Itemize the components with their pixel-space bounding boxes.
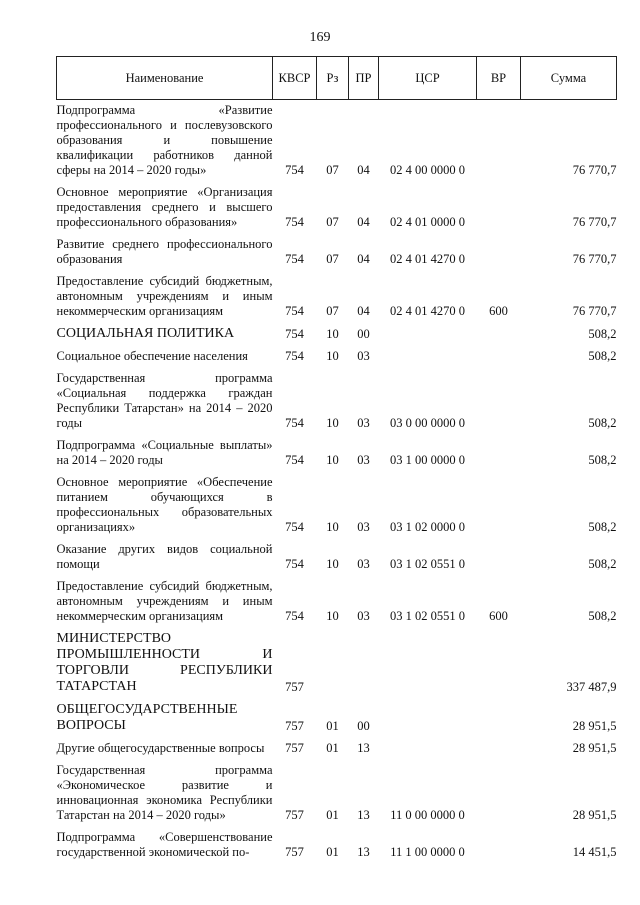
row-sum: 28 951,5 [572, 741, 617, 755]
row-name: Предоставление субсидий бюджетным, автономным учреждениям и иным некоммерческим организациям [56, 579, 273, 623]
row-vr [477, 738, 521, 760]
row-kvsr: 754 [285, 304, 304, 318]
row-name: Основное мероприятие «Организация предоставления среднего и высшего профессионального образования» [56, 185, 273, 229]
row-rz [317, 628, 349, 699]
row-kvsr: 754 [285, 252, 304, 266]
table-row [57, 435, 617, 472]
row-sum: 28 951,5 [572, 719, 617, 733]
row-kvsr: 757 [285, 741, 304, 755]
row-pr: 03 [357, 453, 370, 467]
row-name: Государственная программа «Социальная поддержка граждан Республики Татарстан» на 2014 – 2020 годы [56, 371, 273, 430]
row-pr: 00 [357, 327, 370, 341]
table-row [57, 100, 617, 183]
row-name: Социальное обеспечение населения [56, 349, 248, 363]
row-pr: 13 [357, 845, 370, 859]
row-csr: 02 4 01 4270 0 [390, 304, 465, 318]
row-csr: 03 1 02 0551 0 [390, 609, 465, 623]
table-row [57, 323, 617, 346]
row-vr [477, 100, 521, 183]
row-kvsr: 754 [285, 215, 304, 229]
row-csr: 02 4 01 0000 0 [390, 215, 465, 229]
row-vr [477, 628, 521, 699]
row-csr: 11 1 00 0000 0 [390, 845, 465, 859]
row-csr: 03 1 00 0000 0 [390, 453, 465, 467]
row-pr: 13 [357, 808, 370, 822]
row-rz: 10 [326, 349, 339, 363]
row-kvsr: 754 [285, 609, 304, 623]
row-vr [477, 182, 521, 234]
row-sum: 508,2 [588, 520, 617, 534]
row-name: ОБЩЕГОСУДАРСТВЕННЫЕ ВОПРОСЫ [56, 702, 238, 733]
table-row [57, 738, 617, 760]
row-sum: 508,2 [588, 416, 617, 430]
row-rz: 07 [326, 252, 339, 266]
row-vr [477, 234, 521, 271]
table-row [57, 699, 617, 738]
row-name: Подпрограмма «Развитие профессионального и послевузовского образования и повышение квалификации работников данной сферы на 2014 – 2020 годы» [56, 103, 273, 177]
row-sum: 76 770,7 [572, 215, 617, 229]
row-vr [477, 323, 521, 346]
table-row [57, 346, 617, 368]
table-row [57, 827, 617, 864]
row-pr: 04 [357, 252, 370, 266]
row-pr: 04 [357, 304, 370, 318]
row-csr: 02 4 01 4270 0 [390, 252, 465, 266]
header-pr: ПР [349, 57, 379, 100]
table-row [57, 628, 617, 699]
row-vr [477, 435, 521, 472]
row-rz: 07 [326, 304, 339, 318]
table-body [57, 100, 617, 865]
row-pr: 00 [357, 719, 370, 733]
row-csr [379, 738, 477, 760]
row-kvsr: 754 [285, 163, 304, 177]
row-kvsr: 754 [285, 416, 304, 430]
row-rz: 01 [326, 845, 339, 859]
row-rz: 10 [326, 557, 339, 571]
row-name: Основное мероприятие «Обеспечение питанием обучающихся в профессиональных образовательных организациях» [56, 475, 273, 534]
row-kvsr: 757 [285, 719, 304, 733]
row-name: Государственная программа «Экономическое развитие и инновационная экономика Республики Татарстан на 2014 – 2020 годы» [56, 763, 273, 822]
row-kvsr: 754 [285, 327, 304, 341]
row-csr [379, 699, 477, 738]
table-row [57, 368, 617, 435]
row-pr: 03 [357, 349, 370, 363]
row-sum: 337 487,9 [566, 680, 617, 694]
row-pr: 04 [357, 163, 370, 177]
row-sum: 508,2 [588, 453, 617, 467]
table-row [57, 472, 617, 539]
row-rz: 10 [326, 609, 339, 623]
row-rz: 10 [326, 520, 339, 534]
row-rz: 10 [326, 416, 339, 430]
budget-table [56, 56, 617, 864]
row-vr [477, 699, 521, 738]
row-vr [477, 472, 521, 539]
row-csr [379, 628, 477, 699]
row-sum: 14 451,5 [572, 845, 617, 859]
table-row [57, 760, 617, 827]
row-rz: 10 [326, 327, 339, 341]
header-kvsr: КВСР [273, 57, 317, 100]
row-kvsr: 757 [285, 845, 304, 859]
row-kvsr: 754 [285, 453, 304, 467]
header-rz: Рз [317, 57, 349, 100]
row-name: МИНИСТЕРСТВО ПРОМЫШЛЕННОСТИ И ТОРГОВЛИ РЕСПУБЛИКИ ТАТАРСТАН [56, 631, 273, 694]
table-row [57, 271, 617, 323]
row-rz: 07 [326, 163, 339, 177]
row-vr [477, 827, 521, 864]
row-rz: 01 [326, 808, 339, 822]
row-sum: 508,2 [588, 327, 617, 341]
row-name: СОЦИАЛЬНАЯ ПОЛИТИКА [56, 326, 235, 341]
row-pr: 13 [357, 741, 370, 755]
row-name: Предоставление субсидий бюджетным, автономным учреждениям и иным некоммерческим организациям [56, 274, 273, 318]
table-row [57, 576, 617, 628]
row-kvsr: 754 [285, 557, 304, 571]
row-vr [477, 760, 521, 827]
table-row [57, 182, 617, 234]
row-name: Развитие среднего профессионального образования [56, 237, 273, 266]
row-pr [349, 628, 379, 699]
row-sum: 508,2 [588, 349, 617, 363]
row-vr [477, 368, 521, 435]
header-vr: ВР [477, 57, 521, 100]
row-csr: 11 0 00 0000 0 [390, 808, 465, 822]
table-header-row [57, 57, 617, 100]
table-row [57, 539, 617, 576]
row-rz: 07 [326, 215, 339, 229]
row-kvsr: 757 [285, 680, 304, 694]
row-csr: 02 4 00 0000 0 [390, 163, 465, 177]
row-pr: 03 [357, 520, 370, 534]
row-pr: 04 [357, 215, 370, 229]
row-sum: 76 770,7 [572, 304, 617, 318]
row-csr: 03 0 00 0000 0 [390, 416, 465, 430]
row-csr [379, 323, 477, 346]
header-sum: Сумма [521, 57, 617, 100]
row-name: Подпрограмма «Социальные выплаты» на 2014 – 2020 годы [56, 438, 273, 467]
row-rz: 01 [326, 741, 339, 755]
row-sum: 28 951,5 [572, 808, 617, 822]
row-sum: 76 770,7 [572, 252, 617, 266]
row-pr: 03 [357, 557, 370, 571]
row-sum: 508,2 [588, 609, 617, 623]
row-vr: 600 [489, 304, 508, 318]
row-kvsr: 754 [285, 520, 304, 534]
row-rz: 01 [326, 719, 339, 733]
header-csr: ЦСР [379, 57, 477, 100]
header-name: Наименование [57, 57, 273, 100]
row-name: Подпрограмма «Совершенствование государственной экономической по- [56, 830, 273, 859]
row-csr [379, 346, 477, 368]
row-kvsr: 754 [285, 349, 304, 363]
row-sum: 508,2 [588, 557, 617, 571]
row-vr [477, 346, 521, 368]
row-kvsr: 757 [285, 808, 304, 822]
row-name: Оказание других видов социальной помощи [56, 542, 273, 571]
row-rz: 10 [326, 453, 339, 467]
page-number: 169 [309, 30, 331, 45]
row-pr: 03 [357, 416, 370, 430]
row-csr: 03 1 02 0000 0 [390, 520, 465, 534]
row-sum: 76 770,7 [572, 163, 617, 177]
row-pr: 03 [357, 609, 370, 623]
table-row [57, 234, 617, 271]
row-vr: 600 [489, 609, 508, 623]
row-name: Другие общегосударственные вопросы [56, 741, 265, 755]
row-csr: 03 1 02 0551 0 [390, 557, 465, 571]
row-vr [477, 539, 521, 576]
